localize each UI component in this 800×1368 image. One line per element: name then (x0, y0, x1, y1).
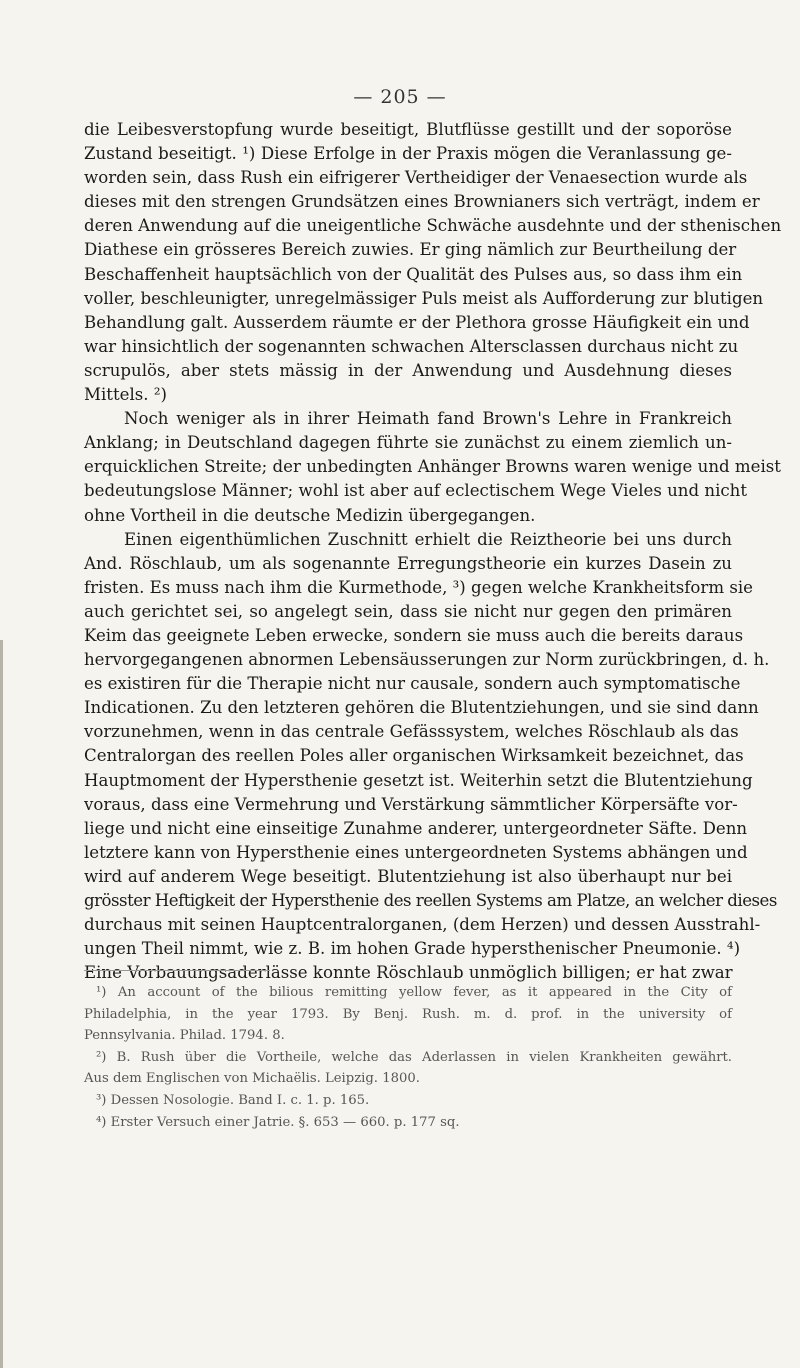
text-line: war hinsichtlich der sogenannten schwachen Altersclassen durchaus nicht zu (84, 336, 739, 356)
text-line: letztere kann von Hypersthenie eines untergeordneten Systems abhängen und (84, 842, 748, 862)
footnote-line: ²) B. Rush über die Vortheile, welche das Aderlassen in vielen Krankheiten gewährt. (96, 1049, 732, 1065)
text-line: Hauptmoment der Hypersthenie gesetzt ist. Weiterhin setzt die Blutentziehung (84, 770, 753, 790)
text-line: grösster Heftigkeit der Hypersthenie des reellen Systems am Platze, an welcher dieses (84, 891, 777, 910)
text-line: liege und nicht eine einseitige Zunahme anderer, untergeordneter Säfte. Denn (84, 818, 748, 838)
text-line: Anklang; in Deutschland dagegen führte sie zunächst zu einem ziemlich un- (84, 433, 732, 453)
text-line: deren Anwendung auf die uneigentliche Schwäche ausdehnte und der sthenischen (84, 216, 782, 236)
text-line: dieses mit den strengen Grundsätzen eines Brownianers sich verträgt, indem er (84, 192, 760, 212)
text-line: And. Röschlaub, um als sogenannte Erregungstheorie ein kurzes Dasein zu (84, 553, 732, 573)
text-line: wird auf anderem Wege beseitigt. Blutentziehung ist also überhaupt nur bei (84, 866, 732, 886)
text-line: worden sein, dass Rush ein eifrigerer Vertheidiger der Venaesection wurde als (84, 168, 748, 188)
footnotes (84, 982, 732, 1133)
page-number: — 205 — (353, 86, 447, 108)
page-edge-shadow (0, 640, 3, 1368)
footnote-separator (84, 970, 270, 971)
text-line: Zustand beseitigt. ¹) Diese Erfolge in der Praxis mögen die Veranlassung ge- (84, 144, 732, 164)
text-line: scrupulös, aber stets mässig in der Anwendung und Ausdehnung dieses (84, 360, 732, 380)
text-line: vorzunehmen, wenn in das centrale Gefässsystem, welches Röschlaub als das (84, 722, 739, 742)
text-line: auch gerichtet sei, so angelegt sein, dass sie nicht nur gegen den primären (84, 601, 732, 621)
footnote-line: Pennsylvania. Philad. 1794. 8. (84, 1028, 285, 1044)
text-line: Mittels. ²) (84, 385, 167, 405)
footnote-line: ⁴) Erster Versuch einer Jatrie. §. 653 — 660. p. 177 sq. (96, 1114, 460, 1130)
body-text (84, 118, 782, 985)
footnote-line: Philadelphia, in the year 1793. By Benj. Rush. m. d. prof. in the university of (84, 1006, 732, 1022)
paragraph-start-line: Noch weniger als in ihrer Heimath fand Brown's Lehre in Frankreich (124, 409, 732, 429)
text-line: Keim das geeignete Leben erwecke, sondern sie muss auch die bereits daraus (84, 625, 744, 645)
text-line: voller, beschleunigter, unregelmässiger Puls meist als Aufforderung zur blutigen (84, 288, 764, 308)
text-line: die Leibesverstopfung wurde beseitigt, Blutflüsse gestillt und der soporöse (84, 120, 732, 139)
text-line: voraus, dass eine Vermehrung und Verstärkung sämmtlicher Körpersäfte vor- (84, 794, 738, 814)
text-line: erquicklichen Streite; der unbedingten Anhänger Browns waren wenige und meist (84, 457, 781, 477)
text-line: Indicationen. Zu den letzteren gehören die Blutentziehungen, und sie sind dann (84, 698, 759, 718)
text-line: Diathese ein grösseres Bereich zuwies. Er ging nämlich zur Beurtheilung der (84, 240, 737, 260)
text-line: Eine Vorbauungsaderlässe konnte Röschlaub unmöglich billigen; er hat zwar (84, 963, 733, 983)
text-line: hervorgegangenen abnormen Lebensäusserungen zur Norm zurückbringen, d. h. (84, 650, 770, 670)
text-line: Behandlung galt. Ausserdem räumte er der Plethora grosse Häufigkeit ein und (84, 312, 750, 332)
text-line: durchaus mit seinen Hauptcentralorganen, (dem Herzen) und dessen Ausstrahl- (84, 915, 761, 935)
text-line: ohne Vortheil in die deutsche Medizin übergegangen. (84, 505, 536, 525)
footnote-line: ¹) An account of the bilious remitting yellow fever, as it appeared in the City of (96, 985, 732, 1000)
text-line: Beschaffenheit hauptsächlich von der Qualität des Pulses aus, so dass ihm ein (84, 264, 743, 284)
text-line: ungen Theil nimmt, wie z. B. im hohen Grade hypersthenischer Pneumonie. ⁴) (84, 939, 741, 959)
text-line: fristen. Es muss nach ihm die Kurmethode, ³) gegen welche Krankheitsform sie (84, 577, 753, 597)
text-line: es existiren für die Therapie nicht nur causale, sondern auch symptomatische (84, 674, 741, 694)
paragraph-start-line: Einen eigenthümlichen Zuschnitt erhielt die Reiztheorie bei uns durch (124, 529, 732, 549)
text-line: Centralorgan des reellen Poles aller organischen Wirksamkeit bezeichnet, das (84, 746, 744, 766)
text-line: bedeutungslose Männer; wohl ist aber auf eclectischem Wege Vieles und nicht (84, 481, 748, 501)
footnote-line: ³) Dessen Nosologie. Band I. c. 1. p. 165. (96, 1092, 370, 1108)
footnote-line: Aus dem Englischen von Michaëlis. Leipzig. 1800. (84, 1071, 420, 1087)
